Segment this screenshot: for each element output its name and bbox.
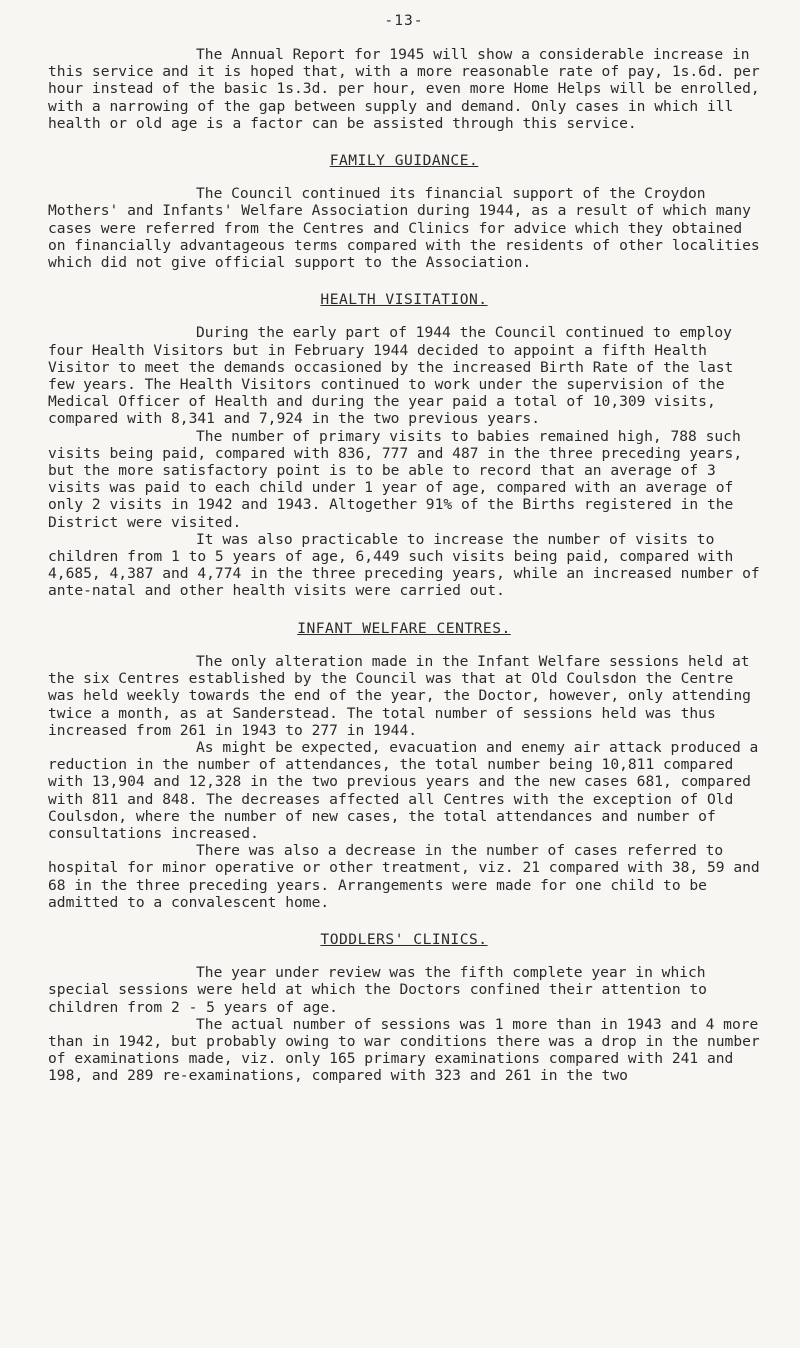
infant-welfare-paragraph: As might be expected, evacuation and enemy air attack produced a reduction in the number of attendances, the total number being 10,811 compared with 13,904 and 12,328 in the two previous years and the new cases 681, compared with 811 and 848. The decreases affected all Centres with the exception of Old Coulsdon, where the number of new cases, the total attendances and number of consultations increased. bbox=[48, 738, 759, 842]
family-guidance-paragraph: The Council continued its financial support of the Croydon Mothers' and Infants' Welfare Association during 1944, as a result of which many cases were referred from the Centres and Clinics for advice which they obtained on financially advantageous terms compared with the residents of other localities which did not give official support to the Association. bbox=[48, 185, 760, 272]
page-number: -13- bbox=[384, 12, 424, 29]
toddlers-clinics-heading: TODDLERS' CLINICS. bbox=[320, 930, 488, 948]
infant-welfare-centres-heading: INFANT WELFARE CENTRES. bbox=[297, 619, 511, 637]
toddlers-clinics-paragraph: The year under review was the fifth complete year in which special sessions were held at which the Doctors confined their attention to children from 2 - 5 years of age. bbox=[48, 964, 707, 1016]
health-visitation-paragraph: During the early part of 1944 the Council continued to employ four Health Visitors but in February 1944 decided to appoint a fifth Health Visitor to meet the demands occasioned by the increased Birth Rate of the last few years. The Health Visitors continued to work under the supervision of the Medical Officer of Health and during the year paid a total of 10,309 visits, compared with 8,341 and 7,924 in the two previous years. bbox=[48, 324, 734, 428]
infant-welfare-paragraph: The only alteration made in the Infant Welfare sessions held at the six Centres established by the Council was that at Old Coulsdon the Centre was held weekly towards the end of the year, the Doctor, however, only attending twice a month, as at Sanderstead. The total number of sessions held was thus increased from 261 in 1943 to 277 in 1944. bbox=[48, 652, 751, 739]
health-visitation-paragraph: The number of primary visits to babies remained high, 788 such visits being paid, compared with 836, 777 and 487 in the three preceding years, but the more satisfactory point is to be able to record that an average of 3 visits was paid to each child under 1 year of age, compared with an average of only 2 visits in 1942 and 1943. Altogether 91% of the Births registered in the District were visited. bbox=[48, 427, 743, 531]
health-visitation-paragraph: It was also practicable to increase the number of visits to children from 1 to 5 years of age, 6,449 such visits being paid, compared with 4,685, 4,387 and 4,774 in the three preceding years, while an increased number of ante-natal and other health visits were carried out. bbox=[48, 530, 760, 600]
infant-welfare-paragraph: There was also a decrease in the number of cases referred to hospital for minor operative or other treatment, viz. 21 compared with 38, 59 and 68 in the three preceding years. Arrangements were made for one child to be admitted to a convalescent home. bbox=[48, 842, 760, 911]
toddlers-clinics-paragraph: The actual number of sessions was 1 more than in 1943 and 4 more than in 1942, but probably owing to war conditions there was a drop in the number of examinations made, viz. only 165 primary examinations compared with 241 and 198, and 289 re-examinations, compared with 323 and 261 in the two bbox=[48, 1015, 760, 1085]
family-guidance-heading: FAMILY GUIDANCE. bbox=[329, 152, 479, 170]
intro-paragraph: The Annual Report for 1945 will show a considerable increase in this service and it is hoped that, with a more reasonable rate of pay, 1s.6d. per hour instead of the basic 1s.3d. per hour, even more Home Helps will be enrolled, with a narrowing of the gap between supply and demand. Only cases in which ill health or old age is a factor can be assisted through this service. bbox=[48, 46, 760, 132]
health-visitation-heading: HEALTH VISITATION. bbox=[320, 291, 488, 309]
